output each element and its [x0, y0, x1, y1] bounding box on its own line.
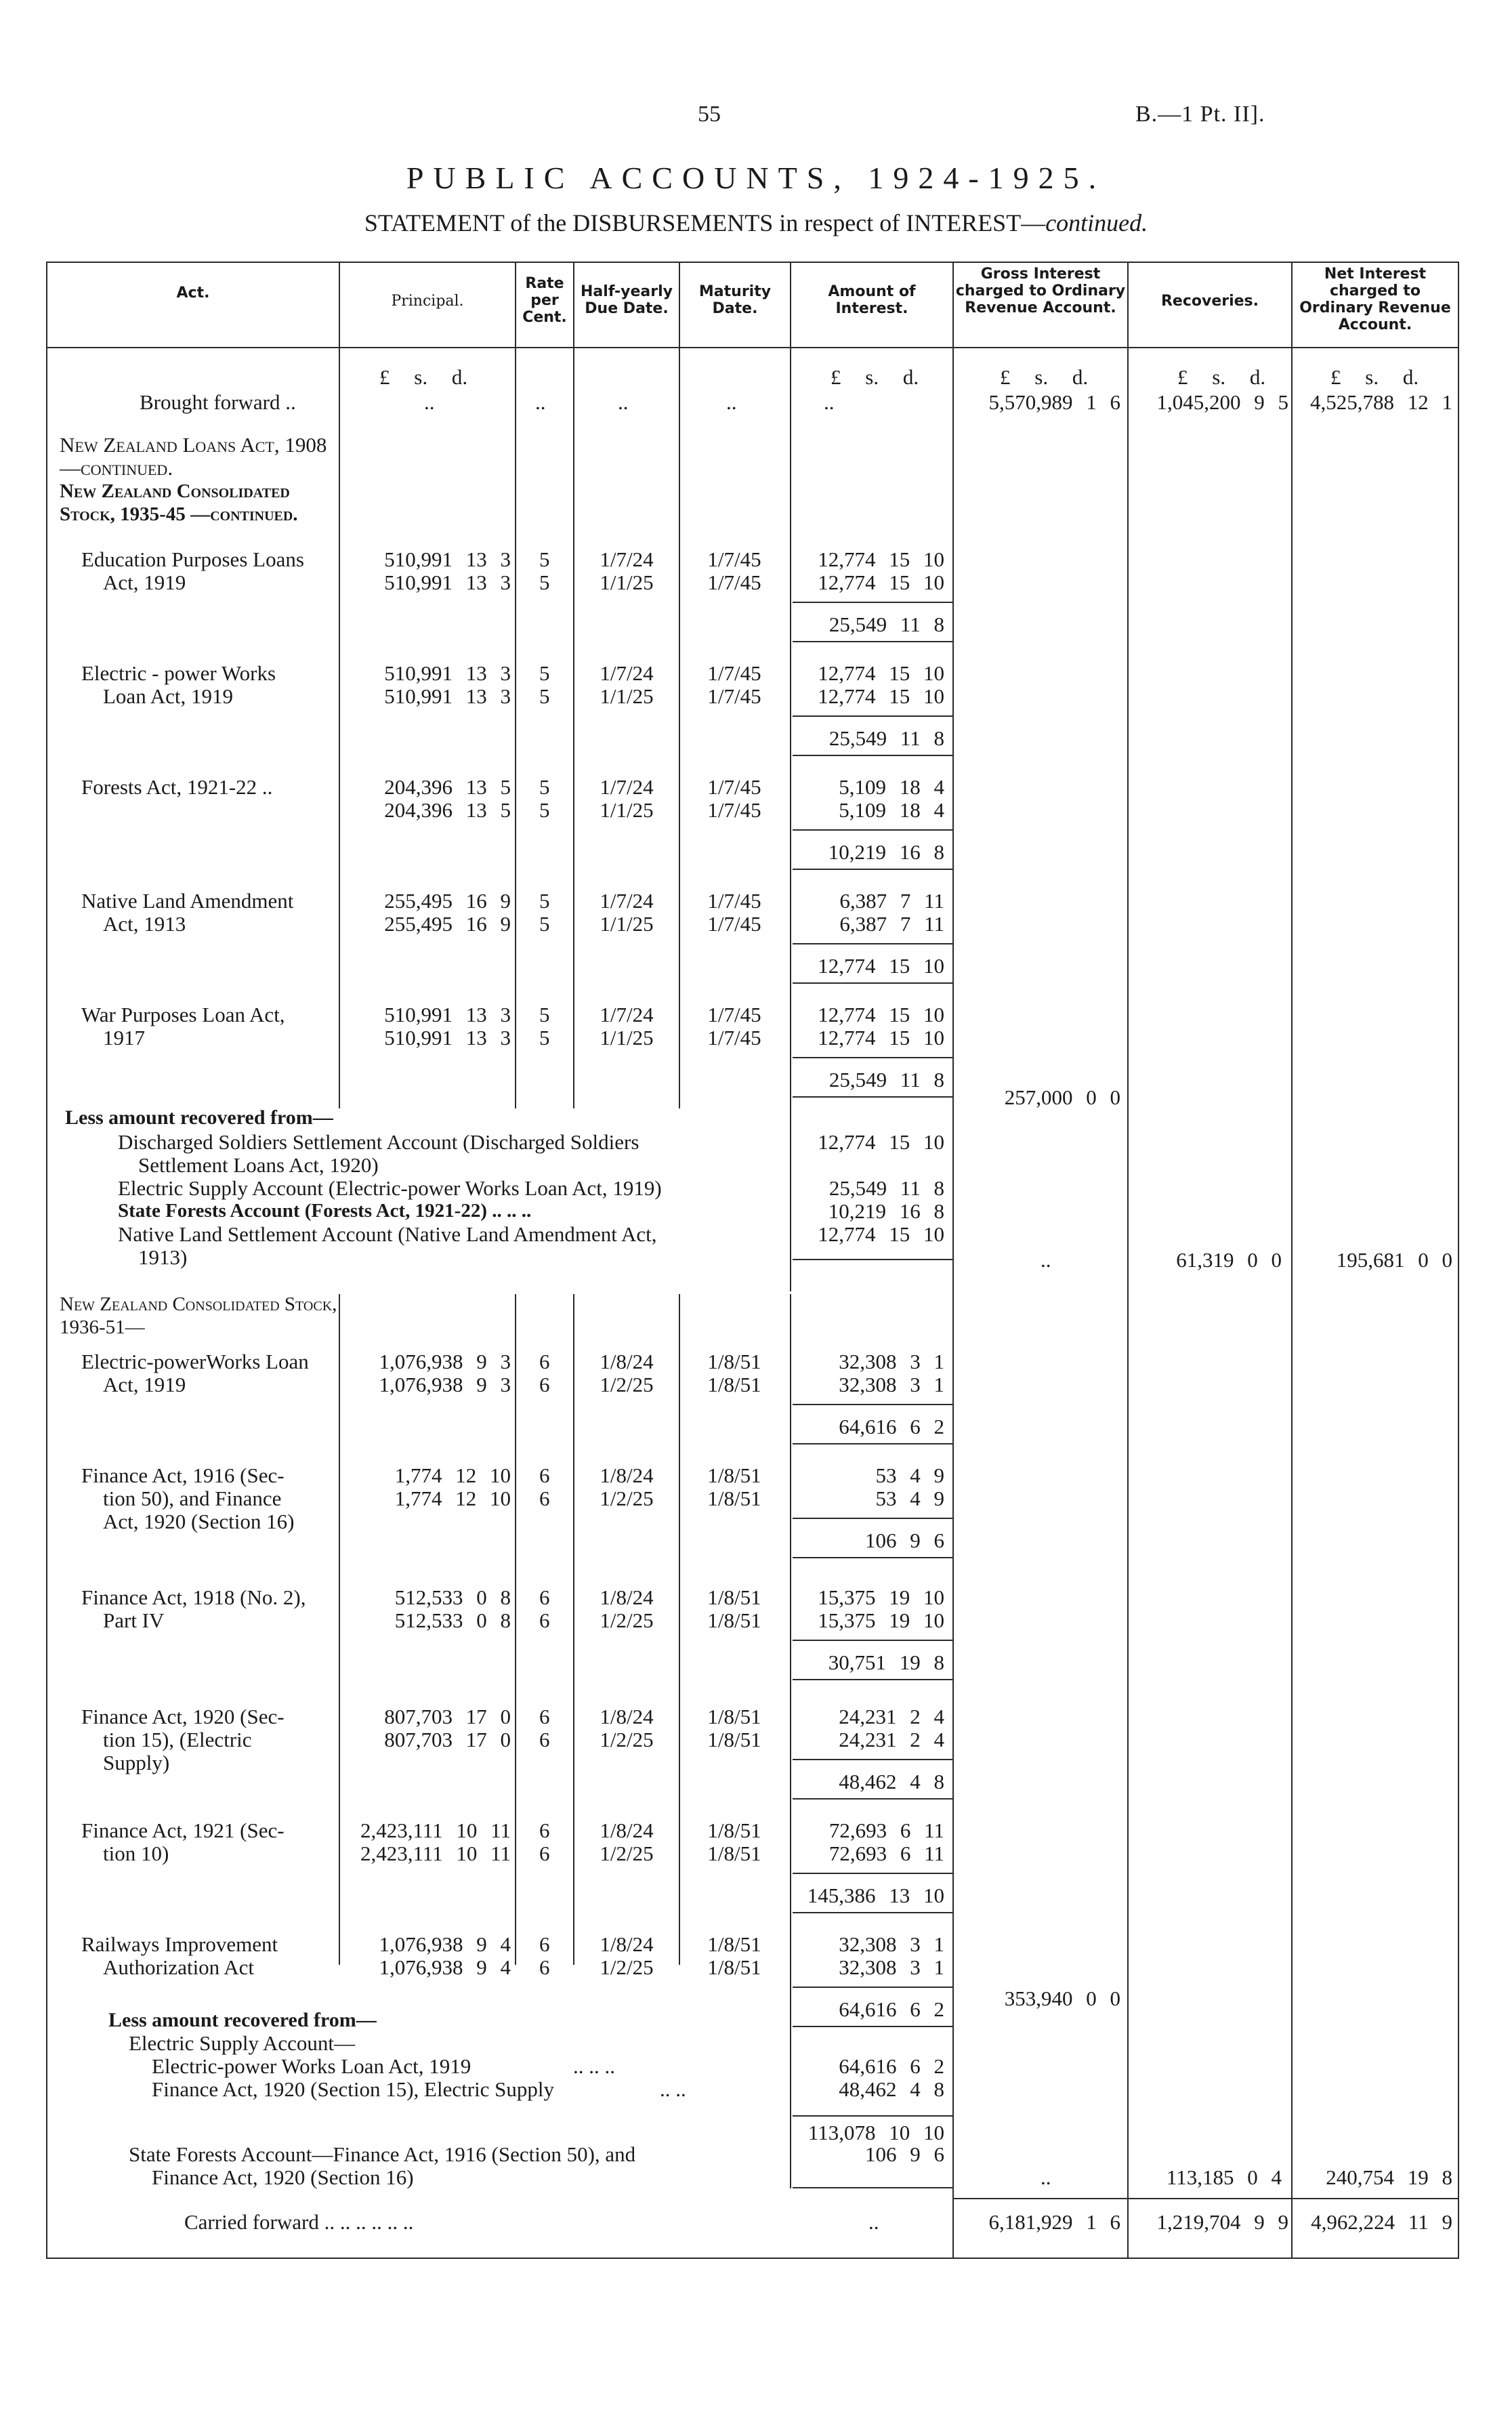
act-name-line: Forests Act, 1921-22 ..: [81, 775, 273, 799]
rate-cell: 6: [539, 1842, 550, 1865]
col-header-net: Net Interest charged to Ordinary Revenue Account.: [1299, 266, 1451, 333]
less2-amount-2: 48,462 4 8: [839, 2077, 944, 2101]
gross-total-section-1: 257,000 0 0: [1004, 1085, 1120, 1109]
interest-amount-cell: 32,308 3 1: [839, 1373, 944, 1396]
maturity-date-cell: 1/8/51: [707, 1373, 761, 1396]
act-name-line: Finance Act, 1916 (Sec-: [81, 1463, 285, 1487]
carried-forward-rule: [954, 2198, 1458, 2199]
maturity-date-cell: 1/8/51: [707, 1728, 761, 1751]
interest-amount-cell: 12,774 15 10: [818, 684, 944, 708]
gross-total-section-2: 353,940 0 0: [1004, 1987, 1120, 2010]
interest-amount-cell: 32,308 3 1: [839, 1350, 944, 1373]
group-subtotal: 48,462 4 8: [839, 1770, 944, 1793]
maturity-date-cell: 1/7/45: [707, 1026, 761, 1049]
rate-cell: 6: [539, 1955, 550, 1979]
less2-state-line-2: Finance Act, 1920 (Section 16): [152, 2165, 414, 2189]
less1-line-1: Discharged Soldiers Settlement Account (Discharged Soldiers: [118, 1130, 639, 1154]
interest-amount-cell: 15,375 19 10: [818, 1585, 944, 1609]
bf-dots-principal: ..: [424, 390, 435, 414]
less2-subtotal: 113,078 10 10: [807, 2121, 944, 2144]
group-subtotal: 145,386 13 10: [807, 1884, 944, 1907]
interest-amount-cell: 32,308 3 1: [839, 1955, 944, 1979]
less1-amount-1: 12,774 15 10: [818, 1130, 944, 1154]
act-name-line: Education Purposes Loans: [81, 547, 304, 571]
interest-amount-cell: 6,387 7 11: [839, 912, 944, 936]
section-heading-consolidated-stock-1936-text: New Zealand Consolidated Stock, 1936-51—: [60, 1293, 337, 1338]
due-date-cell: 1/8/24: [600, 1818, 654, 1842]
bottom-rule: [46, 2258, 1459, 2259]
subtotal-rule: [793, 829, 952, 831]
group-subtotal: 25,549 11 8: [828, 726, 944, 750]
maturity-date-cell: 1/7/45: [707, 1003, 761, 1026]
rate-cell: 6: [539, 1585, 550, 1609]
units-gross: £ s. d.: [1000, 365, 1089, 389]
page-title: PUBLIC ACCOUNTS, 1924-1925.: [406, 161, 1106, 195]
maturity-date-cell: 1/8/51: [707, 1955, 761, 1979]
interest-amount-cell: 15,375 19 10: [818, 1608, 944, 1632]
bf-net: 4,525,788 12 1: [1310, 390, 1452, 414]
less2-recoveries: 113,185 0 4: [1166, 2165, 1282, 2189]
maturity-date-cell: 1/8/51: [707, 1705, 761, 1728]
subtotal-rule: [793, 1404, 952, 1405]
due-date-cell: 1/7/24: [600, 661, 654, 685]
subtotal-rule: [793, 1759, 952, 1760]
col-rule-principal: [339, 262, 340, 1108]
due-date-cell: 1/7/24: [600, 547, 654, 571]
principal-cell: 1,076,938 9 4: [379, 1955, 511, 1979]
less2-line-2: Finance Act, 1920 (Section 15), Electric Supply: [152, 2077, 555, 2101]
principal-cell: 510,991 13 3: [384, 570, 511, 594]
principal-cell: 510,991 13 3: [384, 547, 511, 571]
act-name-line: Supply): [103, 1751, 170, 1774]
due-date-cell: 1/2/25: [600, 1608, 654, 1632]
col-rule-principal-2: [339, 1294, 340, 1965]
top-rule: [46, 262, 1459, 263]
due-date-cell: 1/1/25: [600, 570, 654, 594]
col-header-half-yearly: Half-yearly Due Date.: [581, 283, 673, 317]
principal-cell: 204,396 13 5: [384, 798, 511, 822]
subtotal-underline: [793, 755, 952, 756]
principal-cell: 1,076,938 9 3: [379, 1350, 511, 1373]
units-amount: £ s. d.: [831, 365, 919, 389]
less1-net: 195,681 0 0: [1336, 1248, 1452, 1272]
col-header-recoveries: Recoveries.: [1160, 293, 1259, 310]
col-rule-rate: [515, 262, 516, 1108]
act-name-line: Act, 1920 (Section 16): [103, 1510, 295, 1533]
rate-cell: 5: [539, 798, 550, 822]
subtotal-rule: [793, 943, 952, 944]
subtotal-underline: [793, 1798, 952, 1800]
rate-cell: 5: [539, 570, 550, 594]
act-name-line: Native Land Amendment: [81, 889, 294, 913]
col-header-gross: Gross Interest charged to Ordinary Revenue Account.: [955, 266, 1126, 316]
interest-amount-cell: 5,109 18 4: [839, 798, 944, 822]
col-rule-maturity-2: [679, 1294, 680, 1965]
principal-cell: 2,423,111 10 11: [360, 1842, 511, 1865]
act-name-line: Electric-powerWorks Loan: [81, 1350, 309, 1373]
subtotal-underline: [793, 1679, 952, 1680]
principal-cell: 807,703 17 0: [384, 1728, 511, 1751]
maturity-date-cell: 1/7/45: [707, 912, 761, 936]
principal-cell: 1,774 12 10: [394, 1463, 511, 1487]
due-date-cell: 1/1/25: [600, 1026, 654, 1049]
col-rule-rate-2: [515, 1294, 516, 1965]
brought-forward-label: Brought forward ..: [140, 390, 296, 414]
rate-cell: 5: [539, 661, 550, 685]
maturity-date-cell: 1/7/45: [707, 775, 761, 799]
group-subtotal: 64,616 6 2: [839, 1415, 944, 1438]
due-date-cell: 1/8/24: [600, 1705, 654, 1728]
rate-cell: 5: [539, 684, 550, 708]
less1-amount-4: 12,774 15 10: [818, 1222, 944, 1246]
interest-amount-cell: 24,231 2 4: [839, 1728, 944, 1751]
interest-amount-cell: 12,774 15 10: [818, 1026, 944, 1049]
interest-amount-cell: 53 4 9: [875, 1463, 944, 1487]
maturity-date-cell: 1/8/51: [707, 1608, 761, 1632]
act-name-line: Authorization Act: [103, 1955, 254, 1979]
due-date-cell: 1/2/25: [600, 1486, 654, 1510]
section-heading-consolidated-stock-1935-text: New Zealand Consolidated Stock, 1935-45 —continued.: [60, 480, 298, 525]
subtotal-rule: [793, 602, 952, 603]
subtotal-underline: [793, 982, 952, 984]
carried-forward-recoveries: 1,219,704 9 9: [1156, 2210, 1288, 2234]
act-name-line: tion 50), and Finance: [103, 1486, 282, 1510]
group-subtotal: 25,549 11 8: [828, 612, 944, 636]
due-date-cell: 1/2/25: [600, 1955, 654, 1979]
interest-amount-cell: 72,693 6 11: [828, 1842, 944, 1865]
interest-amount-cell: 32,308 3 1: [839, 1932, 944, 1956]
bf-gross: 5,570,989 1 6: [988, 390, 1120, 414]
col-rule-due-2: [573, 1294, 574, 1965]
subtotal-underline: [793, 2026, 952, 2027]
less2-subheading: Electric Supply Account—: [129, 2031, 356, 2055]
subtotal-underline: [793, 641, 952, 642]
principal-cell: 512,533 0 8: [394, 1608, 511, 1632]
subtitle-continued: continued.: [1045, 209, 1148, 236]
due-date-cell: 1/7/24: [600, 889, 654, 913]
less2-line-1-dots: .. .. ..: [573, 2054, 615, 2078]
principal-cell: 510,991 13 3: [384, 1003, 511, 1026]
group-subtotal: 30,751 19 8: [828, 1650, 944, 1674]
subtotal-underline: [793, 1912, 952, 1913]
less1-line-4: State Forests Account (Forests Act, 1921-22) .. .. ..: [118, 1200, 532, 1222]
due-date-cell: 1/8/24: [600, 1463, 654, 1487]
rate-cell: 5: [539, 889, 550, 913]
group-subtotal: 106 9 6: [865, 1529, 944, 1552]
act-name-line: Railways Improvement: [81, 1932, 278, 1956]
bf-dots-rate: ..: [535, 390, 546, 414]
subtotal-rule: [793, 1640, 952, 1641]
rate-cell: 6: [539, 1728, 550, 1751]
group-subtotal: 12,774 15 10: [818, 954, 944, 978]
rate-cell: 6: [539, 1608, 550, 1632]
rate-cell: 5: [539, 775, 550, 799]
act-name-line: Electric - power Works: [81, 661, 276, 685]
subtotal-underline: [793, 1096, 952, 1098]
col-rule-gross: [952, 262, 954, 2258]
principal-cell: 512,533 0 8: [394, 1585, 511, 1609]
maturity-date-cell: 1/7/45: [707, 684, 761, 708]
subtotal-rule: [793, 1987, 952, 1988]
units-recoveries: £ s. d.: [1177, 365, 1266, 389]
col-header-act: Act.: [176, 285, 210, 301]
due-date-cell: 1/1/25: [600, 684, 654, 708]
carried-forward-label: Carried forward .. .. .. .. .. ..: [184, 2210, 414, 2234]
rate-cell: 5: [539, 912, 550, 936]
less1-amount-3: 10,219 16 8: [828, 1199, 944, 1223]
rate-cell: 5: [539, 547, 550, 571]
units-principal: £ s. d.: [379, 365, 468, 389]
units-net: £ s. d.: [1330, 365, 1419, 389]
principal-cell: 2,423,111 10 11: [360, 1818, 511, 1842]
interest-amount-cell: 72,693 6 11: [828, 1818, 944, 1842]
principal-cell: 1,076,938 9 3: [379, 1373, 511, 1396]
due-date-cell: 1/2/25: [600, 1728, 654, 1751]
interest-amount-cell: 12,774 15 10: [818, 661, 944, 685]
less2-state-line-1: State Forests Account—Finance Act, 1916 (Section 50), and: [129, 2142, 636, 2166]
subtotal-underline: [793, 1557, 952, 1558]
subtotal-rule: [793, 715, 952, 717]
maturity-date-cell: 1/8/51: [707, 1350, 761, 1373]
due-date-cell: 1/8/24: [600, 1585, 654, 1609]
less1-amount-underline: [793, 1259, 952, 1260]
rate-cell: 6: [539, 1463, 550, 1487]
maturity-date-cell: 1/8/51: [707, 1932, 761, 1956]
col-header-maturity: Maturity Date.: [698, 283, 772, 317]
act-name-line: 1917: [103, 1026, 145, 1049]
act-name-line: Act, 1919: [103, 1373, 186, 1396]
rate-cell: 5: [539, 1026, 550, 1049]
col-rule-maturity: [679, 262, 680, 1108]
less1-amount-2: 25,549 11 8: [828, 1176, 944, 1200]
principal-cell: 1,076,938 9 4: [379, 1932, 511, 1956]
subtotal-underline: [793, 869, 952, 870]
subtotal-rule: [793, 1057, 952, 1058]
less2-line-1: Electric-power Works Loan Act, 1919: [152, 2054, 471, 2078]
maturity-date-cell: 1/7/45: [707, 889, 761, 913]
maturity-date-cell: 1/7/45: [707, 570, 761, 594]
act-name-line: Part IV: [103, 1608, 165, 1632]
rate-cell: 6: [539, 1818, 550, 1842]
due-date-cell: 1/8/24: [600, 1350, 654, 1373]
less1-line-5: Native Land Settlement Account (Native Land Amendment Act,: [118, 1222, 657, 1246]
maturity-date-cell: 1/7/45: [707, 547, 761, 571]
section-heading-consolidated-stock-1936: [60, 1293, 337, 1339]
due-date-cell: 1/7/24: [600, 775, 654, 799]
act-name-line: Finance Act, 1920 (Sec-: [81, 1705, 285, 1728]
less-recovered-heading-1: Less amount recovered from—: [65, 1106, 333, 1129]
maturity-date-cell: 1/8/51: [707, 1486, 761, 1510]
act-name-line: Finance Act, 1918 (No. 2),: [81, 1585, 306, 1609]
bf-dots-maturity: ..: [726, 390, 737, 414]
col-rule-amount-2: [790, 1294, 791, 1965]
col-rule-net: [1291, 262, 1293, 2258]
principal-cell: 1,774 12 10: [394, 1486, 511, 1510]
rate-cell: 6: [539, 1932, 550, 1956]
col-rule-right: [1458, 262, 1459, 2258]
interest-amount-cell: 12,774 15 10: [818, 547, 944, 571]
due-date-cell: 1/1/25: [600, 912, 654, 936]
less2-line-2-dots: .. ..: [660, 2077, 686, 2101]
interest-amount-cell: 12,774 15 10: [818, 570, 944, 594]
maturity-date-cell: 1/8/51: [707, 1842, 761, 1865]
carried-forward-amount-dots: ..: [868, 2210, 879, 2234]
less2-net: 240,754 19 8: [1326, 2165, 1452, 2189]
less1-recoveries: 61,319 0 0: [1176, 1248, 1282, 1272]
principal-cell: 510,991 13 3: [384, 684, 511, 708]
group-subtotal: 10,219 16 8: [828, 840, 944, 864]
bf-dots-due: ..: [618, 390, 629, 414]
less2-amount-col-left: [790, 1965, 791, 2188]
section-heading-loans-act-text: New Zealand Loans Act, 1908—continued.: [60, 433, 327, 480]
act-name-line: War Purposes Loan Act,: [81, 1003, 285, 1026]
interest-amount-cell: 5,109 18 4: [839, 775, 944, 799]
interest-amount-cell: 53 4 9: [875, 1486, 944, 1510]
due-date-cell: 1/1/25: [600, 798, 654, 822]
statement-subtitle: [0, 209, 1512, 237]
rate-cell: 6: [539, 1486, 550, 1510]
principal-cell: 510,991 13 3: [384, 1026, 511, 1049]
rate-cell: 6: [539, 1350, 550, 1373]
col-header-amount: Amount of Interest.: [828, 283, 916, 317]
principal-cell: 204,396 13 5: [384, 775, 511, 799]
principal-cell: 255,495 16 9: [384, 912, 511, 936]
maturity-date-cell: 1/7/45: [707, 661, 761, 685]
less2-subtotal-rule: [793, 2115, 952, 2117]
bf-recoveries: 1,045,200 9 5: [1156, 390, 1288, 414]
subtotal-rule: [793, 1873, 952, 1874]
less2-amount-underline: [793, 2187, 952, 2188]
due-date-cell: 1/7/24: [600, 1003, 654, 1026]
carried-forward-gross: 6,181,929 1 6: [988, 2210, 1120, 2234]
document-reference: B.—1 Pt. II].: [1135, 102, 1265, 127]
col-header-rate: Rate per Cent.: [522, 275, 567, 326]
less2-amount-1: 64,616 6 2: [839, 2054, 944, 2078]
subtotal-underline: [793, 1443, 952, 1444]
rate-cell: 6: [539, 1705, 550, 1728]
act-name-line: Loan Act, 1919: [103, 684, 233, 708]
section-heading-consolidated-stock-1935: [60, 480, 337, 526]
less2-gross-dots: ..: [1041, 2165, 1051, 2189]
less1-gross-dots: ..: [1041, 1248, 1051, 1272]
act-name-line: Finance Act, 1921 (Sec-: [81, 1818, 285, 1842]
due-date-cell: 1/2/25: [600, 1842, 654, 1865]
maturity-date-cell: 1/8/51: [707, 1585, 761, 1609]
interest-amount-cell: 24,231 2 4: [839, 1705, 944, 1728]
less1-line-3: Electric Supply Account (Electric-power Works Loan Act, 1919): [118, 1176, 662, 1200]
act-name-line: Act, 1919: [103, 570, 186, 594]
rate-cell: 5: [539, 1003, 550, 1026]
less1-line-6: 1913): [138, 1245, 188, 1269]
col-rule-amount: [790, 262, 791, 1108]
due-date-cell: 1/2/25: [600, 1373, 654, 1396]
act-name-line: Act, 1913: [103, 912, 186, 936]
principal-cell: 807,703 17 0: [384, 1705, 511, 1728]
group-subtotal: 25,549 11 8: [828, 1068, 944, 1091]
less1-amount-col-left: [790, 1108, 791, 1291]
col-rule-due: [573, 262, 574, 1108]
maturity-date-cell: 1/8/51: [707, 1463, 761, 1487]
page-number: 55: [698, 102, 721, 127]
maturity-date-cell: 1/8/51: [707, 1818, 761, 1842]
rate-cell: 6: [539, 1373, 550, 1396]
group-subtotal: 64,616 6 2: [839, 1997, 944, 2021]
less1-line-2: Settlement Loans Act, 1920): [138, 1153, 379, 1177]
col-rule-recoveries: [1127, 262, 1129, 2258]
subtotal-rule: [793, 1518, 952, 1519]
maturity-date-cell: 1/7/45: [707, 798, 761, 822]
principal-cell: 510,991 13 3: [384, 661, 511, 685]
due-date-cell: 1/8/24: [600, 1932, 654, 1956]
header-bottom-rule: [46, 347, 1459, 348]
act-name-line: tion 10): [103, 1842, 169, 1865]
carried-forward-net: 4,962,224 11 9: [1311, 2210, 1452, 2234]
col-header-principal: Principal.: [391, 293, 464, 310]
bf-dots-amount: ..: [824, 390, 835, 414]
less2-state-amount: 106 9 6: [865, 2142, 944, 2166]
act-name-line: tion 15), (Electric: [103, 1728, 252, 1751]
col-rule-left: [46, 262, 47, 2258]
interest-amount-cell: 12,774 15 10: [818, 1003, 944, 1026]
subtitle-main: STATEMENT of the DISBURSEMENTS in respect of INTEREST—: [364, 209, 1046, 236]
section-heading-loans-act: [60, 434, 337, 480]
interest-amount-cell: 6,387 7 11: [839, 889, 944, 913]
less-recovered-heading-2: Less amount recovered from—: [108, 2009, 377, 2031]
principal-cell: 255,495 16 9: [384, 889, 511, 913]
